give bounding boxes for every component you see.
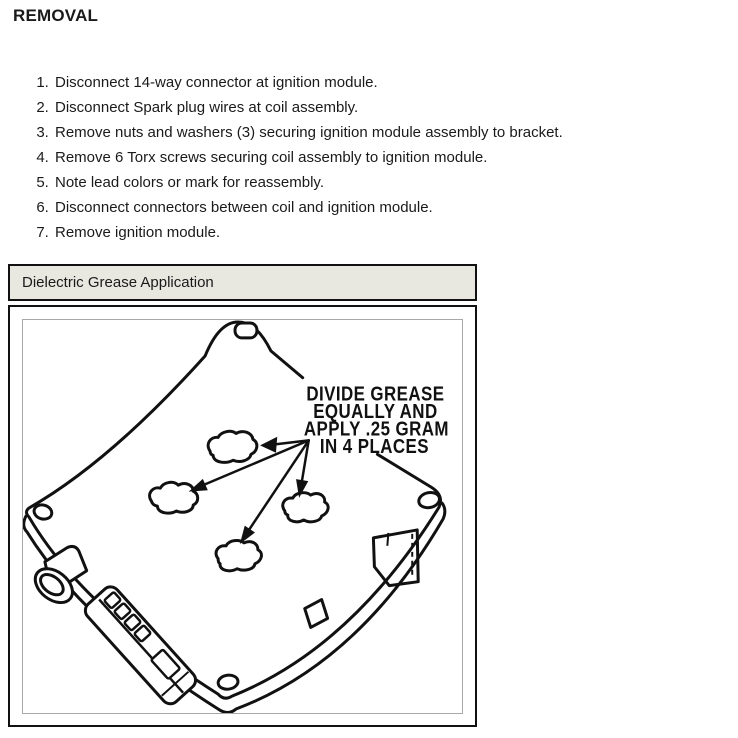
connector-assembly [29,546,199,707]
bracket-tabs [305,530,418,628]
mounting-hole-bottom [217,674,239,691]
mounting-hole-left [32,503,53,521]
pin-connector [82,583,200,707]
removal-steps-list [0,70,738,245]
removal-step-3: 3. Remove nuts and washers (3) securing ignition module assembly to bracket. [53,120,738,145]
figure-caption: Dielectric Grease Application [22,274,214,291]
removal-step-5: 5. Note lead colors or mark for reassembly. [53,170,738,195]
bracket-tab-small [305,600,328,628]
mounting-hole-top [235,323,257,338]
note-line-1: DIVIDE GREASE [306,382,445,405]
arrowhead-bottom [242,528,253,541]
figure-frame [22,319,463,714]
module-plate [24,322,445,713]
note-line-3: APPLY .25 GRAM [303,417,449,440]
removal-step-6: 6. Disconnect connectors between coil and ignition module. [53,195,738,220]
arrowhead-upper [263,439,276,451]
note-line-2: EQUALLY AND [313,399,438,423]
removal-step-1: 1. Disconnect 14-way connector at ignition module. [53,70,738,95]
removal-step-4: 4. Remove 6 Torx screws securing coil assembly to ignition module. [53,145,738,170]
grease-blob-left [150,482,198,513]
note-line-4: IN 4 PLACES [319,434,429,458]
removal-step-7: 7. Remove ignition module. [53,220,738,245]
figure-caption-bar [8,264,477,301]
mounting-holes [32,323,440,690]
note-text [304,382,449,457]
grease-blob-upper [208,431,257,462]
ignition-module-figure [23,320,462,713]
bracket-tab-notch [387,533,388,546]
mounting-hole-right [417,491,441,510]
page-title: REMOVAL [13,6,99,25]
removal-step-2: 2. Disconnect Spark plug wires at coil assembly. [53,95,738,120]
grease-blob-bottom [216,540,261,570]
arrowhead-left [192,481,206,490]
figure-panel [8,305,477,727]
plate-outline [26,322,440,698]
grease-blob-right [283,493,328,522]
